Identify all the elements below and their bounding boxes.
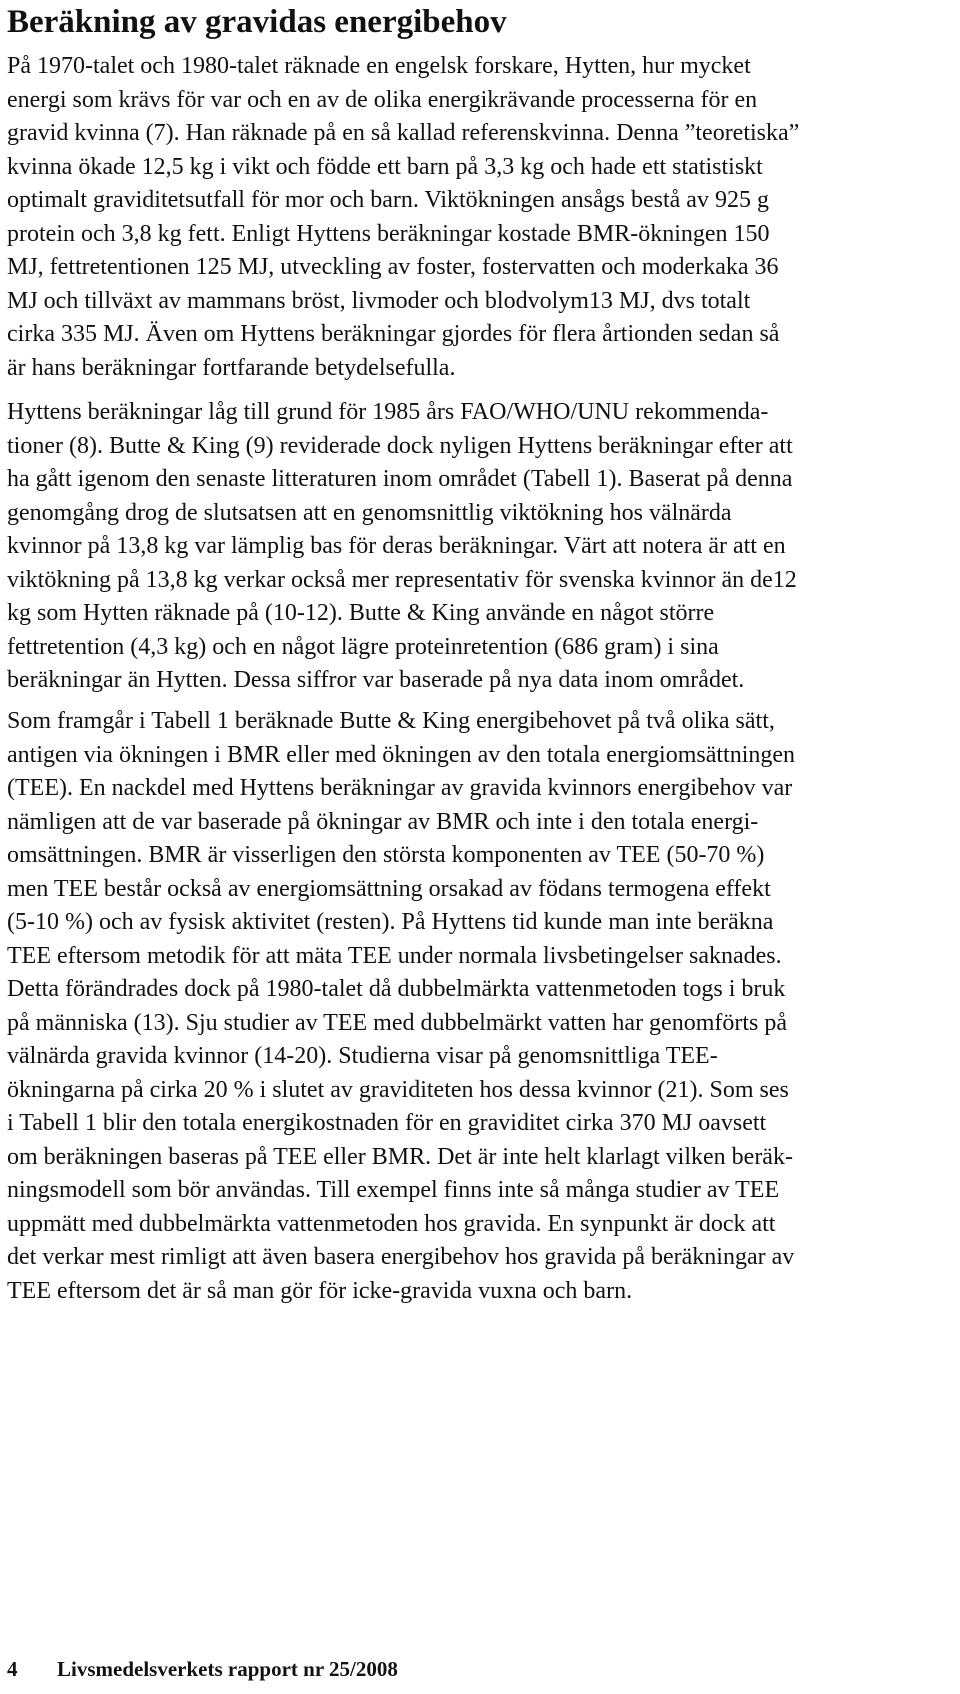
text-line: cirka 335 MJ. Även om Hyttens beräkningar gjordes för flera årtionden sedan så bbox=[7, 321, 780, 347]
publication-title: Livsmedelsverkets rapport nr 25/2008 bbox=[57, 1657, 398, 1681]
text-line: på människa (13). Sju studier av TEE med dubbelmärkt vatten har genomförts på bbox=[7, 1009, 788, 1036]
text-line: protein och 3,8 kg fett. Enligt Hyttens beräkningar kostade BMR-ökningen 150 bbox=[7, 220, 770, 247]
text-line: TEE eftersom det är så man gör för icke-gravida vuxna och barn. bbox=[7, 1277, 633, 1304]
text-line: fettretention (4,3 kg) och en något lägre proteinretention (686 gram) i sina bbox=[7, 633, 719, 660]
text-line: Som framgår i Tabell 1 beräknade Butte & King energibehovet på två olika sätt, bbox=[7, 708, 775, 734]
text-line: ökningarna på cirka 20 % i slutet av graviditeten hos dessa kvinnor (21). Som ses bbox=[7, 1076, 789, 1103]
text-line: optimalt graviditetsutfall för mor och barn. Viktökningen ansågs bestå av 925 g bbox=[7, 187, 769, 213]
text-line: det verkar mest rimligt att även basera energibehov hos gravida på beräkningar av bbox=[7, 1244, 795, 1270]
text-line: om beräkningen baseras på TEE eller BMR. Det är inte helt klarlagt vilken beräk- bbox=[7, 1143, 793, 1170]
text-line: På 1970-talet och 1980-talet räknade en engelsk forskare, Hytten, hur mycket bbox=[7, 53, 751, 79]
text-line: viktökning på 13,8 kg verkar också mer representativ för svenska kvinnor än de12 bbox=[7, 566, 797, 593]
text-line: i Tabell 1 blir den totala energikostnaden för en graviditet cirka 370 MJ oavsett bbox=[7, 1110, 767, 1136]
text-line: uppmätt med dubbelmärkta vattenmetoden hos gravida. En synpunkt är dock att bbox=[7, 1210, 776, 1237]
text-line: nämligen att de var baserade på ökningar av BMR och inte i den totala energi- bbox=[7, 808, 759, 835]
text-line: är hans beräkningar fortfarande betydelsefulla. bbox=[7, 354, 456, 381]
paragraph-3 bbox=[7, 705, 795, 1308]
text-line: genomgång drog de slutsatsen att en genomsnittlig viktökning hos välnärda bbox=[7, 499, 732, 526]
text-line: MJ, fettretentionen 125 MJ, utveckling av foster, fostervatten och moderkaka 36 bbox=[7, 254, 779, 280]
text-line: välnärda gravida kvinnor (14-20). Studierna visar på genomsnittliga TEE- bbox=[7, 1043, 718, 1069]
text-line: antigen via ökningen i BMR eller med ökningen av den totala energiomsättningen bbox=[7, 741, 796, 768]
paragraph-1 bbox=[7, 50, 799, 385]
text-line: energi som krävs för var och en av de olika energikrävande processerna för en bbox=[7, 86, 758, 113]
text-line: (5-10 %) och av fysisk aktivitet (resten). På Hyttens tid kunde man inte beräkna bbox=[7, 909, 774, 935]
text-line: Hyttens beräkningar låg till grund för 1985 års FAO/WHO/UNU rekommenda- bbox=[7, 399, 769, 425]
text-line: (TEE). En nackdel med Hyttens beräkningar av gravida kvinnors energibehov var bbox=[7, 775, 793, 801]
text-line: omsättningen. BMR är visserligen den största komponenten av TEE (50-70 %) bbox=[7, 842, 765, 868]
page-title: Beräkning av gravidas energibehov bbox=[7, 4, 507, 40]
text-line: kvinnor på 13,8 kg var lämplig bas för deras beräkningar. Värt att notera är att en bbox=[7, 533, 786, 559]
text-line: men TEE består också av energiomsättning orsakad av födans termogena effekt bbox=[7, 875, 771, 902]
text-line: ha gått igenom den senaste litteraturen inom området (Tabell 1). Baserat på denna bbox=[7, 466, 793, 492]
text-line: beräkningar än Hytten. Dessa siffror var baserade på nya data inom området. bbox=[7, 667, 745, 693]
page-number: 4 bbox=[7, 1657, 18, 1681]
page-footer bbox=[7, 1656, 398, 1682]
text-line: kvinna ökade 12,5 kg i vikt och födde ett barn på 3,3 kg och hade ett statistiskt bbox=[7, 153, 763, 180]
text-line: Detta förändrades dock på 1980-talet då dubbelmärkta vattenmetoden togs i bruk bbox=[7, 976, 786, 1002]
text-line: gravid kvinna (7). Han räknade på en så kallad referenskvinna. Denna ”teoretiska” bbox=[7, 120, 800, 146]
text-line: kg som Hytten räknade på (10-12). Butte & King använde en något större bbox=[7, 600, 715, 626]
paragraph-2 bbox=[7, 396, 797, 698]
text-line: tioner (8). Butte & King (9) reviderade dock nyligen Hyttens beräkningar efter att bbox=[7, 432, 793, 459]
text-line: MJ och tillväxt av mammans bröst, livmoder och blodvolym13 MJ, dvs totalt bbox=[7, 287, 751, 314]
text-line: TEE eftersom metodik för att mäta TEE under normala livsbetingelser saknades. bbox=[7, 942, 782, 969]
text-line: ningsmodell som bör användas. Till exempel finns inte så många studier av TEE bbox=[7, 1177, 780, 1203]
